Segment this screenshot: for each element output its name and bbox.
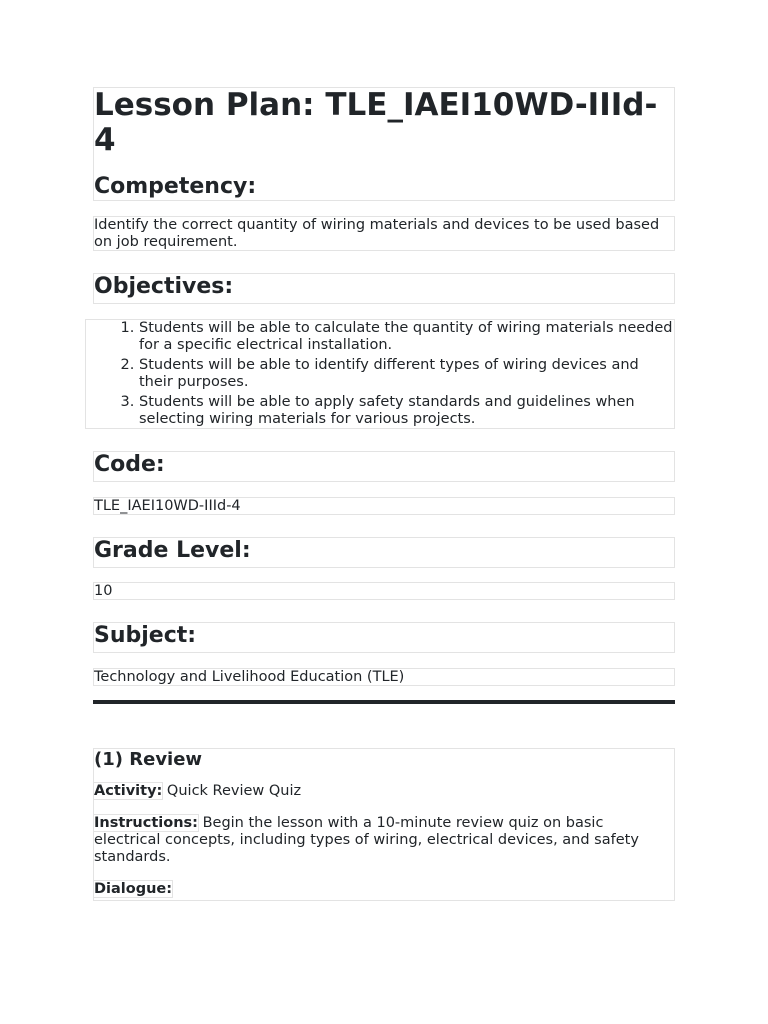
code-heading-box	[93, 451, 675, 482]
title-box	[93, 87, 675, 201]
section-divider	[93, 700, 675, 704]
instructions-text: Begin the lesson with a 10-minute review quiz on basic electrical concepts, including types of wiring, electrical devices, and safety standards.	[94, 815, 639, 865]
review-instructions	[94, 815, 674, 866]
dialogue-label: Dialogue:	[94, 881, 173, 897]
objective-item: 3. Students will be able to apply safety standards and guidelines when selecting wiring materials for various projects.	[139, 394, 674, 428]
grade-heading-box	[93, 537, 675, 568]
code-text: TLE_IAEI10WD-IIId-4	[94, 498, 241, 514]
competency-box	[93, 216, 675, 251]
objectives-heading: Objectives:	[94, 274, 234, 299]
code-heading: Code:	[94, 452, 165, 477]
review-dialogue	[94, 881, 674, 898]
subject-heading: Subject:	[94, 623, 197, 648]
code-box	[93, 497, 675, 515]
instructions-label: Instructions:	[94, 815, 198, 831]
objectives-list	[86, 320, 674, 428]
activity-text: Quick Review Quiz	[162, 783, 302, 799]
subject-box	[93, 668, 675, 686]
subject-heading-box	[93, 622, 675, 653]
grade-box	[93, 582, 675, 600]
activity-label: Activity:	[94, 783, 163, 799]
grade-level-heading: Grade Level:	[94, 538, 251, 563]
page-title: Lesson Plan: TLE_IAEI10WD-IIId-4	[94, 87, 658, 158]
competency-text: Identify the correct quantity of wiring materials and devices to be used based on job requirement.	[94, 217, 660, 250]
competency-heading: Competency:	[94, 174, 257, 199]
objectives-box	[85, 319, 675, 429]
review-activity	[94, 783, 674, 800]
subject-text: Technology and Livelihood Education (TLE)	[94, 669, 405, 685]
objective-item: 1. Students will be able to calculate the quantity of wiring materials needed for a specific electrical installation.	[139, 320, 674, 354]
objective-item: 2. Students will be able to identify different types of wiring devices and their purposes.	[139, 357, 674, 391]
review-box	[93, 748, 675, 901]
grade-level-text: 10	[94, 583, 113, 599]
review-heading: (1) Review	[94, 749, 203, 770]
objectives-heading-box	[93, 273, 675, 304]
